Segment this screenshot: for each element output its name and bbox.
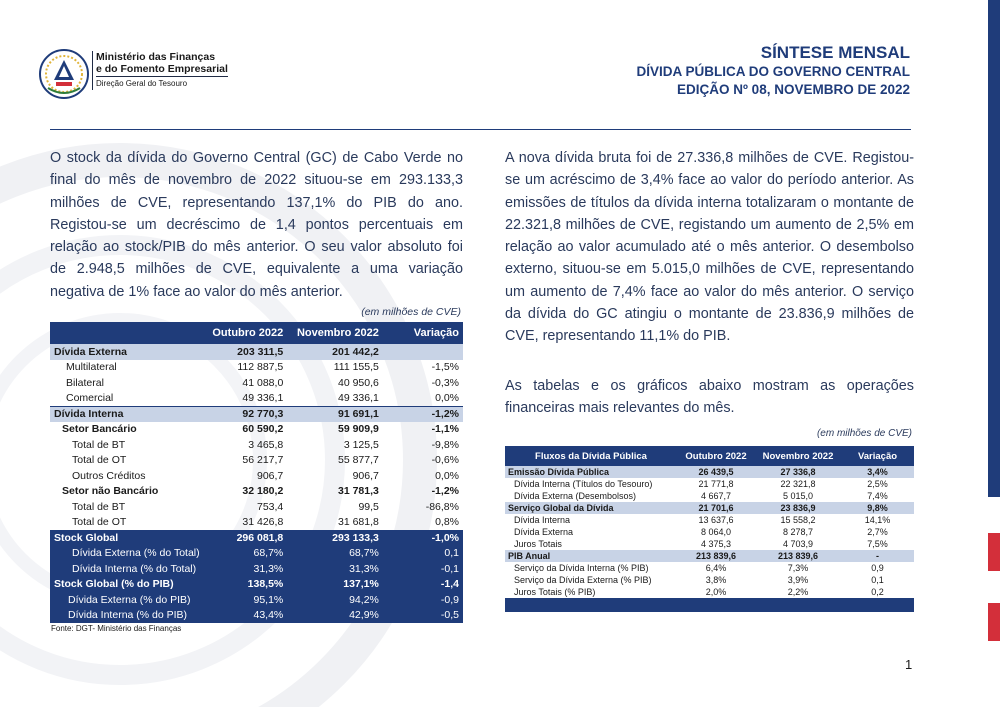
row-label-cell: Dívida Interna (% do PIB): [50, 608, 204, 624]
table1-header-label: [50, 322, 204, 344]
nov-value-cell: 23 836,9: [755, 502, 841, 514]
table2-row: [505, 550, 914, 562]
oct-value-cell: 31 426,8: [242, 516, 284, 529]
row-label-cell: Total de BT: [72, 500, 126, 513]
report-title: SÍNTESE MENSAL: [760, 43, 910, 62]
table2-header-change: Variação: [841, 446, 914, 466]
header-divider: [50, 129, 911, 130]
side-strip-red-top: [988, 533, 1000, 571]
oct-value-cell: 43,4%: [204, 608, 288, 624]
nov-value-cell: 5 015,0: [782, 491, 814, 501]
oct-value-cell: 2,0%: [705, 587, 727, 597]
table2-header-oct: Outubro 2022: [677, 446, 755, 466]
row-label-cell: Serviço Global da Dívida: [505, 502, 677, 514]
row-label-cell: Outros Créditos: [72, 469, 146, 482]
change-cell: 3,4%: [841, 466, 914, 478]
table1-header-oct: Outubro 2022: [204, 322, 288, 344]
table1-row: [50, 422, 463, 438]
change-cell: -1,0%: [383, 530, 463, 546]
nov-value-cell: 99,5: [358, 500, 379, 513]
row-label-cell: Serviço da Dívida Interna (% PIB): [514, 563, 649, 573]
change-cell: 14,1%: [864, 515, 891, 525]
oct-value-cell: 49 336,1: [204, 391, 288, 407]
oct-value-cell: 21 771,8: [698, 479, 734, 489]
table1-row: [50, 391, 463, 407]
table1-row: [50, 577, 463, 593]
table1-row: [50, 530, 463, 546]
table2-row: [505, 538, 914, 550]
table1-row: [50, 608, 463, 624]
change-cell: 0,8%: [435, 516, 459, 529]
nov-value-cell: 59 909,9: [338, 423, 379, 436]
ministry-name-line2: e do Fomento Empresarial: [96, 63, 228, 75]
oct-value-cell: 3,8%: [705, 575, 727, 585]
row-label-cell: Total de BT: [72, 438, 126, 451]
change-cell: -1,5%: [431, 361, 459, 374]
table1-row: [50, 546, 463, 562]
row-label-cell: Serviço da Dívida Externa (% PIB): [514, 575, 652, 585]
table2-row: [505, 586, 914, 598]
ministry-department: Direção Geral do Tesouro: [96, 76, 228, 90]
change-cell: 0,2: [871, 587, 884, 597]
row-label-cell: Comercial: [50, 391, 204, 407]
row-label-cell: Emissão Dívida Pública: [505, 466, 677, 478]
nov-value-cell: 22 321,8: [780, 479, 816, 489]
change-cell: -: [841, 550, 914, 562]
change-cell: -0,1: [383, 561, 463, 577]
nov-value-cell: 68,7%: [287, 546, 383, 562]
table1-header-nov: Novembro 2022: [287, 322, 383, 344]
change-cell: -0,3%: [431, 376, 459, 389]
change-cell: -9,8%: [431, 438, 459, 451]
row-label-cell: Bilateral: [66, 376, 104, 389]
row-label-cell: Multilateral: [66, 361, 117, 374]
table1-header-change: Variação: [383, 322, 463, 344]
change-cell: -1,2%: [383, 406, 463, 422]
table2-footer-band: [505, 598, 914, 612]
table2-row: [505, 490, 914, 502]
table2-row: [505, 466, 914, 478]
nov-value-cell: 15 558,2: [780, 515, 816, 525]
table1-unit-note: (em milhões de CVE): [361, 306, 461, 318]
change-cell: 7,4%: [867, 491, 888, 501]
table1-row: [50, 484, 463, 500]
nov-value-cell: 111 155,5: [333, 361, 379, 374]
table2-header-nov: Novembro 2022: [755, 446, 841, 466]
nov-value-cell: 40 950,6: [338, 376, 379, 389]
row-label-cell: Dívida Externa: [50, 344, 204, 360]
change-cell: 7,5%: [867, 539, 888, 549]
oct-value-cell: 112 887,5: [237, 361, 284, 374]
nov-value-cell: 94,2%: [287, 592, 383, 608]
oct-value-cell: 138,5%: [204, 577, 288, 593]
change-cell: 0,1: [871, 575, 884, 585]
oct-value-cell: 213 839,6: [677, 550, 755, 562]
table1-row: [50, 375, 463, 391]
row-label-cell: PIB Anual: [505, 550, 677, 562]
row-label-cell: Dívida Externa (Desembolsos): [514, 491, 637, 501]
change-cell: [383, 344, 463, 360]
debt-flows-table: [505, 446, 914, 612]
table2-unit-note: (em milhões de CVE): [816, 428, 912, 439]
oct-value-cell: 32 180,2: [242, 485, 284, 498]
nov-value-cell: 906,7: [352, 469, 379, 482]
table1-row: [50, 499, 463, 515]
change-cell: -0,9: [383, 592, 463, 608]
row-label-cell: Juros Totais: [514, 539, 562, 549]
table2-row: [505, 478, 914, 490]
row-label-cell: Stock Global: [50, 530, 204, 546]
change-cell: 0,9: [871, 563, 884, 573]
row-label-cell: Setor não Bancário: [62, 485, 159, 498]
table1-row: [50, 406, 463, 422]
summary-paragraph-right: A nova dívida bruta foi de 27.336,8 milhões de CVE. Registou-se um acréscimo de 3,4% face ao valor do período anterior. As emissões de títulos da dívida interna totalizaram o montante de 22.321,8 milhões de CVE, registando um aumento de 2,5% em relação ao valor acumulado até o mês anterior. O desembolso externo, situou-se em 5.015,0 milhões de CVE, representando um aumento de 7,4% face ao valor do mês anterior. O serviço da dívida do GC atingiu o montante de 23.836,9 milhões de CVE, representando 11,1% do PIB.: [505, 150, 914, 345]
table1-row: [50, 468, 463, 484]
oct-value-cell: 296 081,8: [204, 530, 288, 546]
row-label-cell: Dívida Interna (Títulos do Tesouro): [514, 479, 653, 489]
change-cell: 0,0%: [383, 391, 463, 407]
table1-row: [50, 515, 463, 531]
table2-header-label: Fluxos da Dívida Pública: [505, 446, 677, 466]
change-cell: 2,7%: [867, 527, 888, 537]
table2-row: [505, 514, 914, 526]
nov-value-cell: 31 681,8: [338, 516, 379, 529]
side-strip-red-bottom: [988, 603, 1000, 641]
oct-value-cell: 31,3%: [204, 561, 288, 577]
table1-row: [50, 437, 463, 453]
oct-value-cell: 21 701,6: [677, 502, 755, 514]
nov-value-cell: 213 839,6: [755, 550, 841, 562]
table1-row: [50, 592, 463, 608]
row-label-cell: Juros Totais (% PIB): [514, 587, 596, 597]
change-cell: 0,0%: [435, 469, 459, 482]
table1-row: [50, 360, 463, 376]
nov-value-cell: 55 877,7: [338, 454, 379, 467]
nov-value-cell: 27 336,8: [755, 466, 841, 478]
nov-value-cell: 201 442,2: [287, 344, 383, 360]
change-cell: -86,8%: [425, 500, 459, 513]
table2-row: [505, 526, 914, 538]
oct-value-cell: 56 217,7: [242, 454, 284, 467]
oct-value-cell: 92 770,3: [204, 406, 288, 422]
oct-value-cell: 3 465,8: [248, 438, 284, 451]
oct-value-cell: 68,7%: [204, 546, 288, 562]
report-heading: [636, 42, 910, 99]
oct-value-cell: 13 637,6: [698, 515, 734, 525]
nov-value-cell: 49 336,1: [287, 391, 383, 407]
table1-row: [50, 561, 463, 577]
nov-value-cell: 4 703,9: [782, 539, 814, 549]
change-cell: 2,5%: [867, 479, 888, 489]
table2-row: [505, 502, 914, 514]
side-strip-blue: [988, 0, 1000, 497]
page-number: 1: [905, 657, 913, 672]
row-label-cell: Total de OT: [72, 454, 127, 467]
oct-value-cell: 753,4: [257, 500, 284, 513]
change-cell: -1,4: [383, 577, 463, 593]
oct-value-cell: 4 667,7: [700, 491, 732, 501]
table1-row: [50, 453, 463, 469]
nov-value-cell: 31,3%: [287, 561, 383, 577]
summary-paragraph-left: O stock da dívida do Governo Central (GC) de Cabo Verde no final do mês de novembro de 2022 situou-se em 293.133,3 milhões de CVE, representando 137,1% do PIB do ano. Registou-se um decréscimo de 1,4 pontos percentuais em relação ao stock/PIB do mês anterior. O seu valor absoluto foi de 2.948,5 milhões de CVE, equivalente a uma variação negativa de 1% face ao valor do mês anterior.: [50, 150, 463, 300]
nov-value-cell: 7,3%: [787, 563, 809, 573]
change-cell: -0,5: [383, 608, 463, 624]
debt-stock-table: [50, 322, 463, 623]
row-label-cell: Dívida Externa: [514, 527, 574, 537]
table1-row: [50, 344, 463, 360]
row-label-cell: Stock Global (% do PIB): [50, 577, 204, 593]
ministry-name-line1: Ministério das Finanças: [96, 51, 216, 63]
row-label-cell: Dívida Externa (% do Total): [50, 546, 204, 562]
oct-value-cell: 4 375,3: [700, 539, 732, 549]
nov-value-cell: 42,9%: [287, 608, 383, 624]
nov-value-cell: 3 125,5: [343, 438, 379, 451]
row-label-cell: Total de OT: [72, 516, 127, 529]
oct-value-cell: 41 088,0: [242, 376, 284, 389]
change-cell: 0,1: [383, 546, 463, 562]
oct-value-cell: 60 590,2: [242, 423, 284, 436]
oct-value-cell: 95,1%: [204, 592, 288, 608]
row-label-cell: Dívida Interna (% do Total): [50, 561, 204, 577]
nov-value-cell: 3,9%: [787, 575, 809, 585]
report-subtitle: DÍVIDA PÚBLICA DO GOVERNO CENTRAL: [636, 64, 910, 79]
row-label-cell: Dívida Interna: [50, 406, 204, 422]
nov-value-cell: 293 133,3: [287, 530, 383, 546]
change-cell: -0,6%: [431, 454, 459, 467]
report-edition: EDIÇÃO Nº 08, NOVEMBRO DE 2022: [677, 82, 910, 97]
change-cell: -1,1%: [431, 423, 459, 436]
oct-value-cell: 906,7: [257, 469, 284, 482]
row-label-cell: Dívida Interna: [514, 515, 571, 525]
nov-value-cell: 91 691,1: [287, 406, 383, 422]
table1-source: Fonte: DGT- Ministério das Finanças: [51, 624, 182, 633]
nov-value-cell: 31 781,3: [338, 485, 379, 498]
row-label-cell: Setor Bancário: [62, 423, 137, 436]
ministry-label: [92, 51, 228, 90]
change-cell: 9,8%: [841, 502, 914, 514]
oct-value-cell: 6,4%: [705, 563, 727, 573]
nov-value-cell: 2,2%: [787, 587, 809, 597]
coat-of-arms-icon: [38, 48, 90, 100]
nov-value-cell: 137,1%: [287, 577, 383, 593]
oct-value-cell: 8 064,0: [700, 527, 732, 537]
table2-row: [505, 574, 914, 586]
oct-value-cell: 203 311,5: [204, 344, 288, 360]
table2-row: [505, 562, 914, 574]
table2-body: [505, 466, 914, 612]
row-label-cell: Dívida Externa (% do PIB): [50, 592, 204, 608]
tables-intro-paragraph: As tabelas e os gráficos abaixo mostram as operações financeiras mais relevantes do mês.: [505, 378, 914, 417]
nov-value-cell: 8 278,7: [782, 527, 814, 537]
change-cell: -1,2%: [431, 485, 459, 498]
table1-body: [50, 344, 463, 623]
oct-value-cell: 26 439,5: [677, 466, 755, 478]
